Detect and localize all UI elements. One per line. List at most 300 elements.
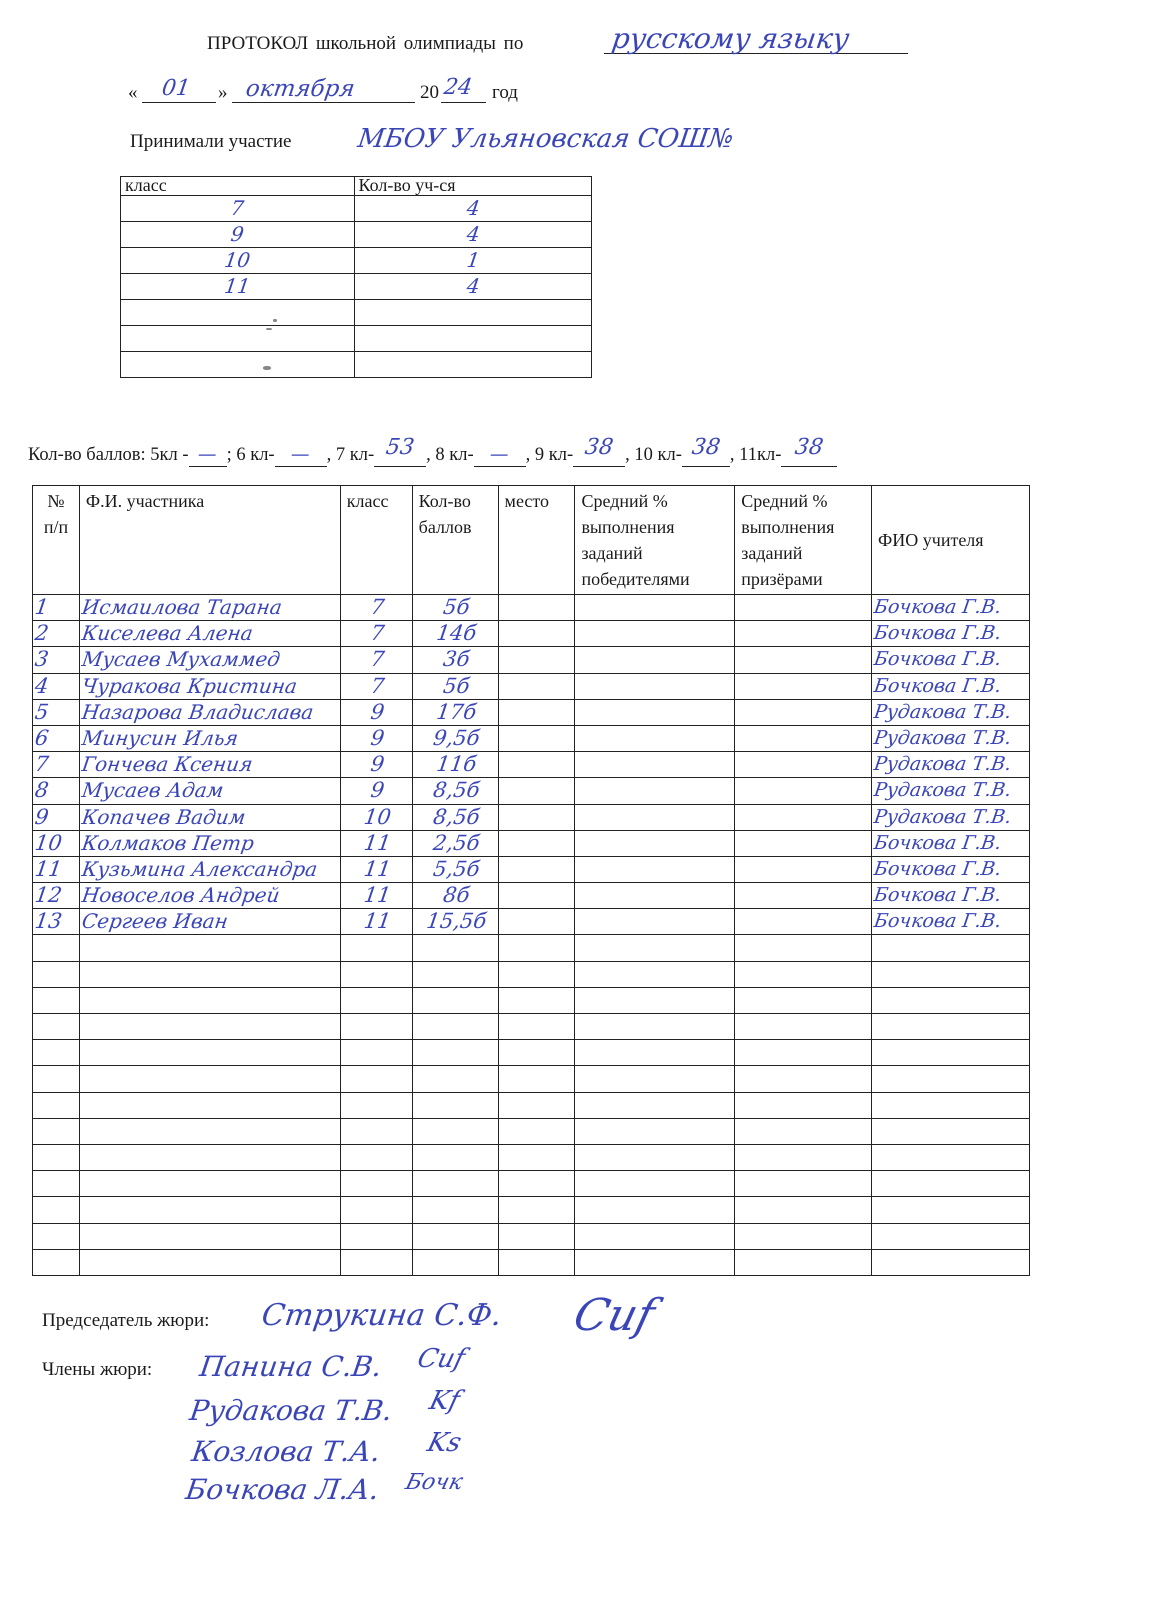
avg-prize-cell (735, 673, 872, 699)
name-cell (79, 856, 340, 882)
subject-handwritten: русскому языку (609, 22, 852, 55)
results-header-row (33, 486, 1030, 595)
empty-cell (33, 1040, 80, 1066)
num-value: 3 (33, 647, 51, 672)
avg-prize-cell (735, 856, 872, 882)
ink-smudge (266, 328, 272, 330)
name-value: Сергеев Иван (80, 909, 230, 934)
empty-cell (340, 1014, 412, 1040)
name-cell (79, 909, 340, 935)
empty-cell (498, 1040, 575, 1066)
count-value: 4 (464, 196, 481, 220)
jury-member-1: Панина С.В. (197, 1350, 384, 1383)
empty-cell (33, 1223, 80, 1249)
count-column-header: Кол-во уч-ся (354, 177, 592, 196)
count-value: 4 (464, 222, 481, 246)
class-value: 11 (362, 909, 393, 934)
teacher-value: Рудакова Т.В. (872, 726, 1013, 749)
table-row (33, 883, 1030, 909)
score-cell (412, 856, 498, 882)
empty-table-row (33, 1092, 1030, 1118)
date-close-quote: » (218, 82, 228, 103)
empty-cell (33, 1066, 80, 1092)
empty-cell (735, 1040, 872, 1066)
empty-cell (872, 1249, 1030, 1275)
date-open-quote: « (128, 82, 138, 103)
num-cell (33, 883, 80, 909)
class-table-row (121, 222, 592, 248)
num-value: 12 (33, 883, 64, 908)
label-9: , 9 кл- (525, 445, 574, 465)
score-9: 38 (583, 435, 615, 460)
num-value: 4 (33, 673, 51, 698)
teacher-header: ФИО учителя (872, 486, 1030, 595)
empty-cell (79, 987, 340, 1013)
empty-cell (340, 935, 412, 961)
teacher-value: Рудакова Т.В. (872, 779, 1013, 802)
teacher-cell (872, 647, 1030, 673)
year-underline (441, 102, 486, 103)
score-cell (412, 778, 498, 804)
avg-winners-cell (575, 699, 735, 725)
name-value: Минусин Илья (80, 725, 240, 750)
count-cell (354, 300, 592, 326)
teacher-value: Рудакова Т.В. (872, 753, 1013, 776)
name-value: Мусаев Адам (80, 778, 226, 803)
teacher-value: Рудакова Т.В. (872, 805, 1013, 828)
empty-table-row (33, 1118, 1030, 1144)
place-cell (498, 725, 575, 751)
label-6: ; 6 кл- (226, 445, 275, 465)
empty-cell (340, 961, 412, 987)
place-cell (498, 883, 575, 909)
num-cell (33, 909, 80, 935)
class-cell (340, 595, 412, 621)
chair-signature: Cuf (568, 1290, 660, 1341)
empty-table-row (33, 961, 1030, 987)
empty-cell (575, 1066, 735, 1092)
teacher-cell (872, 725, 1030, 751)
empty-cell (498, 961, 575, 987)
empty-cell (575, 961, 735, 987)
name-value: Колмаков Петр (80, 830, 256, 855)
empty-cell (575, 1144, 735, 1170)
empty-cell (872, 1171, 1030, 1197)
score-cell (412, 595, 498, 621)
avg-prize-cell (735, 752, 872, 778)
class-value: 9 (368, 778, 386, 803)
class-cell (340, 725, 412, 751)
empty-cell (412, 1118, 498, 1144)
name-value: Мусаев Мухаммед (80, 647, 282, 672)
results-table (32, 485, 1030, 1276)
empty-cell (735, 935, 872, 961)
score-value: 3б (441, 647, 471, 672)
name-value: Чуракова Кристина (80, 673, 299, 698)
class-cell (121, 222, 355, 248)
empty-cell (412, 1171, 498, 1197)
score-cell (412, 883, 498, 909)
name-cell (79, 725, 340, 751)
avg-winners-cell (575, 595, 735, 621)
place-cell (498, 595, 575, 621)
avg-prize-cell (735, 909, 872, 935)
num-value: 7 (33, 752, 51, 777)
score-value: 17б (434, 699, 478, 724)
empty-cell (575, 1249, 735, 1275)
class-cell (121, 300, 355, 326)
score-7: 53 (384, 435, 416, 460)
table-row (33, 699, 1030, 725)
empty-cell (872, 961, 1030, 987)
num-value: 5 (33, 699, 51, 724)
class-cell (340, 830, 412, 856)
class-cell (340, 621, 412, 647)
avg-winners-cell (575, 856, 735, 882)
empty-cell (872, 1092, 1030, 1118)
empty-cell (33, 1171, 80, 1197)
class-cell (121, 196, 355, 222)
empty-table-row (33, 1249, 1030, 1275)
empty-cell (872, 1014, 1030, 1040)
empty-cell (33, 961, 80, 987)
class-value: 11 (362, 830, 393, 855)
avg-winners-cell (575, 621, 735, 647)
year-suffix: 24 (442, 75, 474, 100)
empty-cell (498, 1144, 575, 1170)
avg-prize-cell (735, 830, 872, 856)
empty-cell (33, 1118, 80, 1144)
teacher-cell (872, 830, 1030, 856)
label-7: , 7 кл- (326, 445, 375, 465)
place-cell (498, 804, 575, 830)
class-cell (340, 752, 412, 778)
jury-chair-label: Председатель жюри: (42, 1310, 210, 1331)
score-cell (412, 699, 498, 725)
jury-member-2: Рудакова Т.В. (187, 1394, 395, 1427)
place-cell (498, 778, 575, 804)
empty-cell (872, 1040, 1030, 1066)
class-cell (340, 673, 412, 699)
count-cell (354, 326, 592, 352)
teacher-cell (872, 856, 1030, 882)
num-value: 6 (33, 725, 51, 750)
score-value: 14б (434, 621, 478, 646)
avg-winners-cell (575, 725, 735, 751)
avg-prize-cell (735, 621, 872, 647)
num-cell (33, 804, 80, 830)
score-cell (412, 725, 498, 751)
class-table-header (121, 177, 592, 196)
table-row (33, 856, 1030, 882)
empty-cell (79, 1197, 340, 1223)
class-cell (340, 804, 412, 830)
empty-cell (412, 1040, 498, 1066)
empty-cell (340, 1223, 412, 1249)
name-value: Киселева Алена (80, 621, 255, 646)
empty-cell (33, 1249, 80, 1275)
empty-cell (735, 1144, 872, 1170)
empty-cell (79, 1171, 340, 1197)
num-cell (33, 621, 80, 647)
avg-winners-cell (575, 778, 735, 804)
num-cell (33, 595, 80, 621)
empty-cell (79, 1249, 340, 1275)
score-header: Кол-во баллов (412, 486, 498, 595)
class-table-row (121, 300, 592, 326)
name-cell (79, 699, 340, 725)
class-cell (340, 909, 412, 935)
teacher-cell (872, 595, 1030, 621)
class-value: 11 (362, 856, 393, 881)
avg-winners-cell (575, 673, 735, 699)
class-value: 7 (229, 196, 246, 220)
empty-cell (575, 1197, 735, 1223)
class-value: 7 (368, 621, 386, 646)
empty-cell (872, 1223, 1030, 1249)
teacher-value: Бочкова Г.В. (872, 910, 1003, 933)
empty-cell (575, 1092, 735, 1118)
name-cell (79, 778, 340, 804)
teacher-value: Бочкова Г.В. (872, 674, 1003, 697)
table-row (33, 621, 1030, 647)
score-10: 38 (690, 435, 722, 460)
class-cell (121, 326, 355, 352)
empty-cell (735, 987, 872, 1013)
teacher-cell (872, 752, 1030, 778)
avg-winners-cell (575, 909, 735, 935)
ink-smudge (273, 319, 277, 322)
jury-member-3: Козлова Т.А. (189, 1435, 383, 1468)
empty-cell (79, 1092, 340, 1118)
title-prefix: ПРОТОКОЛ школьной олимпиады по (207, 33, 524, 54)
place-cell (498, 752, 575, 778)
score-cell (412, 804, 498, 830)
num-value: 9 (33, 804, 51, 829)
table-row (33, 804, 1030, 830)
name-value: Исмаилова Тарана (80, 595, 284, 619)
empty-cell (412, 1144, 498, 1170)
year-prefix: 20 (420, 82, 439, 103)
school-name: МБОУ Ульяновская СОШ№ (355, 124, 736, 154)
name-value: Кузьмина Александра (80, 856, 319, 881)
count-cell (354, 248, 592, 274)
class-value: 9 (368, 725, 386, 750)
class-value: 9 (368, 699, 386, 724)
class-table-row (121, 274, 592, 300)
count-value: 1 (464, 248, 481, 272)
class-cell (340, 699, 412, 725)
name-cell (79, 647, 340, 673)
empty-cell (412, 1092, 498, 1118)
class-cell (121, 352, 355, 378)
empty-cell (340, 1171, 412, 1197)
name-value: Новоселов Андрей (80, 883, 282, 908)
empty-cell (735, 1197, 872, 1223)
num-header: № п/п (33, 486, 80, 595)
teacher-value: Бочкова Г.В. (872, 884, 1003, 907)
num-cell (33, 673, 80, 699)
teacher-cell (872, 883, 1030, 909)
score-cell (412, 647, 498, 673)
avg-prize-cell (735, 647, 872, 673)
place-cell (498, 699, 575, 725)
empty-cell (340, 1118, 412, 1144)
class-header: класс (340, 486, 412, 595)
empty-cell (79, 935, 340, 961)
num-value: 13 (33, 909, 64, 934)
member-4-signature: Бочк (402, 1470, 466, 1495)
avg-prize-cell (735, 883, 872, 909)
class-value: 7 (368, 595, 386, 619)
score-8: — (488, 444, 511, 465)
empty-cell (79, 1066, 340, 1092)
score-cell (412, 621, 498, 647)
empty-table-row (33, 1040, 1030, 1066)
num-cell (33, 699, 80, 725)
teacher-cell (872, 778, 1030, 804)
empty-cell (498, 1066, 575, 1092)
avg-winners-cell (575, 883, 735, 909)
teacher-value: Бочкова Г.В. (872, 648, 1003, 671)
empty-cell (79, 1040, 340, 1066)
class-value: 11 (222, 274, 252, 298)
score-value: 8,5б (431, 778, 481, 803)
empty-cell (33, 935, 80, 961)
class-value: 10 (222, 248, 252, 272)
empty-cell (872, 1197, 1030, 1223)
name-value: Копачев Вадим (80, 804, 248, 829)
avg-winners-cell (575, 752, 735, 778)
empty-cell (33, 987, 80, 1013)
score-5: — (196, 444, 219, 465)
name-cell (79, 883, 340, 909)
date-month: октября (244, 76, 357, 102)
score-cell (412, 909, 498, 935)
place-header: место (498, 486, 575, 595)
teacher-cell (872, 699, 1030, 725)
table-row (33, 647, 1030, 673)
name-cell (79, 752, 340, 778)
place-cell (498, 621, 575, 647)
name-cell (79, 830, 340, 856)
empty-cell (33, 1014, 80, 1040)
teacher-cell (872, 673, 1030, 699)
avg-prize-cell (735, 804, 872, 830)
jury-chair-name: Струкина С.Ф. (259, 1298, 504, 1333)
empty-cell (79, 961, 340, 987)
num-value: 11 (33, 856, 64, 881)
empty-table-row (33, 1014, 1030, 1040)
class-value: 9 (229, 222, 246, 246)
empty-cell (735, 1249, 872, 1275)
score-11: 38 (793, 435, 826, 460)
num-value: 8 (33, 778, 51, 803)
empty-cell (498, 1223, 575, 1249)
empty-table-row (33, 1197, 1030, 1223)
teacher-value: Бочкова Г.В. (872, 596, 1003, 618)
score-value: 2,5б (431, 830, 481, 855)
empty-cell (575, 1040, 735, 1066)
place-cell (498, 856, 575, 882)
scores-line (28, 435, 837, 467)
empty-cell (872, 1066, 1030, 1092)
teacher-value: Рудакова Т.В. (872, 700, 1013, 723)
score-cell (412, 830, 498, 856)
count-cell (354, 196, 592, 222)
score-value: 5б (441, 595, 471, 619)
class-table-body (121, 196, 592, 378)
avg-prize-cell (735, 699, 872, 725)
class-cell (340, 883, 412, 909)
teacher-cell (872, 804, 1030, 830)
ink-smudge (263, 366, 271, 370)
empty-cell (340, 1197, 412, 1223)
score-value: 15,5б (424, 909, 488, 934)
empty-cell (498, 1014, 575, 1040)
class-cell (340, 647, 412, 673)
num-value: 2 (33, 621, 51, 646)
empty-cell (79, 1118, 340, 1144)
name-cell (79, 673, 340, 699)
name-value: Назарова Владислава (80, 699, 315, 724)
num-value: 10 (33, 830, 64, 855)
empty-cell (79, 1014, 340, 1040)
num-cell (33, 778, 80, 804)
empty-cell (575, 987, 735, 1013)
class-value: 10 (362, 804, 393, 829)
class-table-row (121, 196, 592, 222)
empty-cell (340, 1249, 412, 1275)
empty-cell (340, 1144, 412, 1170)
teacher-value: Бочкова Г.В. (872, 857, 1003, 880)
num-cell (33, 830, 80, 856)
empty-cell (498, 1092, 575, 1118)
empty-cell (412, 1249, 498, 1275)
empty-cell (412, 1223, 498, 1249)
table-row (33, 830, 1030, 856)
score-value: 8б (441, 883, 471, 908)
name-cell (79, 595, 340, 621)
count-cell (354, 222, 592, 248)
score-value: 11б (434, 752, 478, 777)
class-cell (121, 248, 355, 274)
empty-cell (872, 1144, 1030, 1170)
table-row (33, 673, 1030, 699)
avg-winners-cell (575, 804, 735, 830)
protocol-title (207, 33, 523, 55)
score-value: 8,5б (431, 804, 481, 829)
empty-cell (872, 935, 1030, 961)
year-word: год (492, 82, 518, 103)
teacher-value: Бочкова Г.В. (872, 831, 1003, 854)
empty-cell (340, 1040, 412, 1066)
class-table-row (121, 248, 592, 274)
count-cell (354, 352, 592, 378)
empty-cell (735, 1066, 872, 1092)
member-3-signature: Ks (424, 1428, 465, 1458)
table-row (33, 909, 1030, 935)
empty-cell (498, 1118, 575, 1144)
empty-cell (735, 1092, 872, 1118)
num-cell (33, 752, 80, 778)
place-cell (498, 647, 575, 673)
label-10: , 10 кл- (625, 445, 682, 465)
empty-table-row (33, 1223, 1030, 1249)
num-value: 1 (33, 595, 51, 619)
empty-cell (735, 1014, 872, 1040)
day-underline (142, 102, 216, 103)
